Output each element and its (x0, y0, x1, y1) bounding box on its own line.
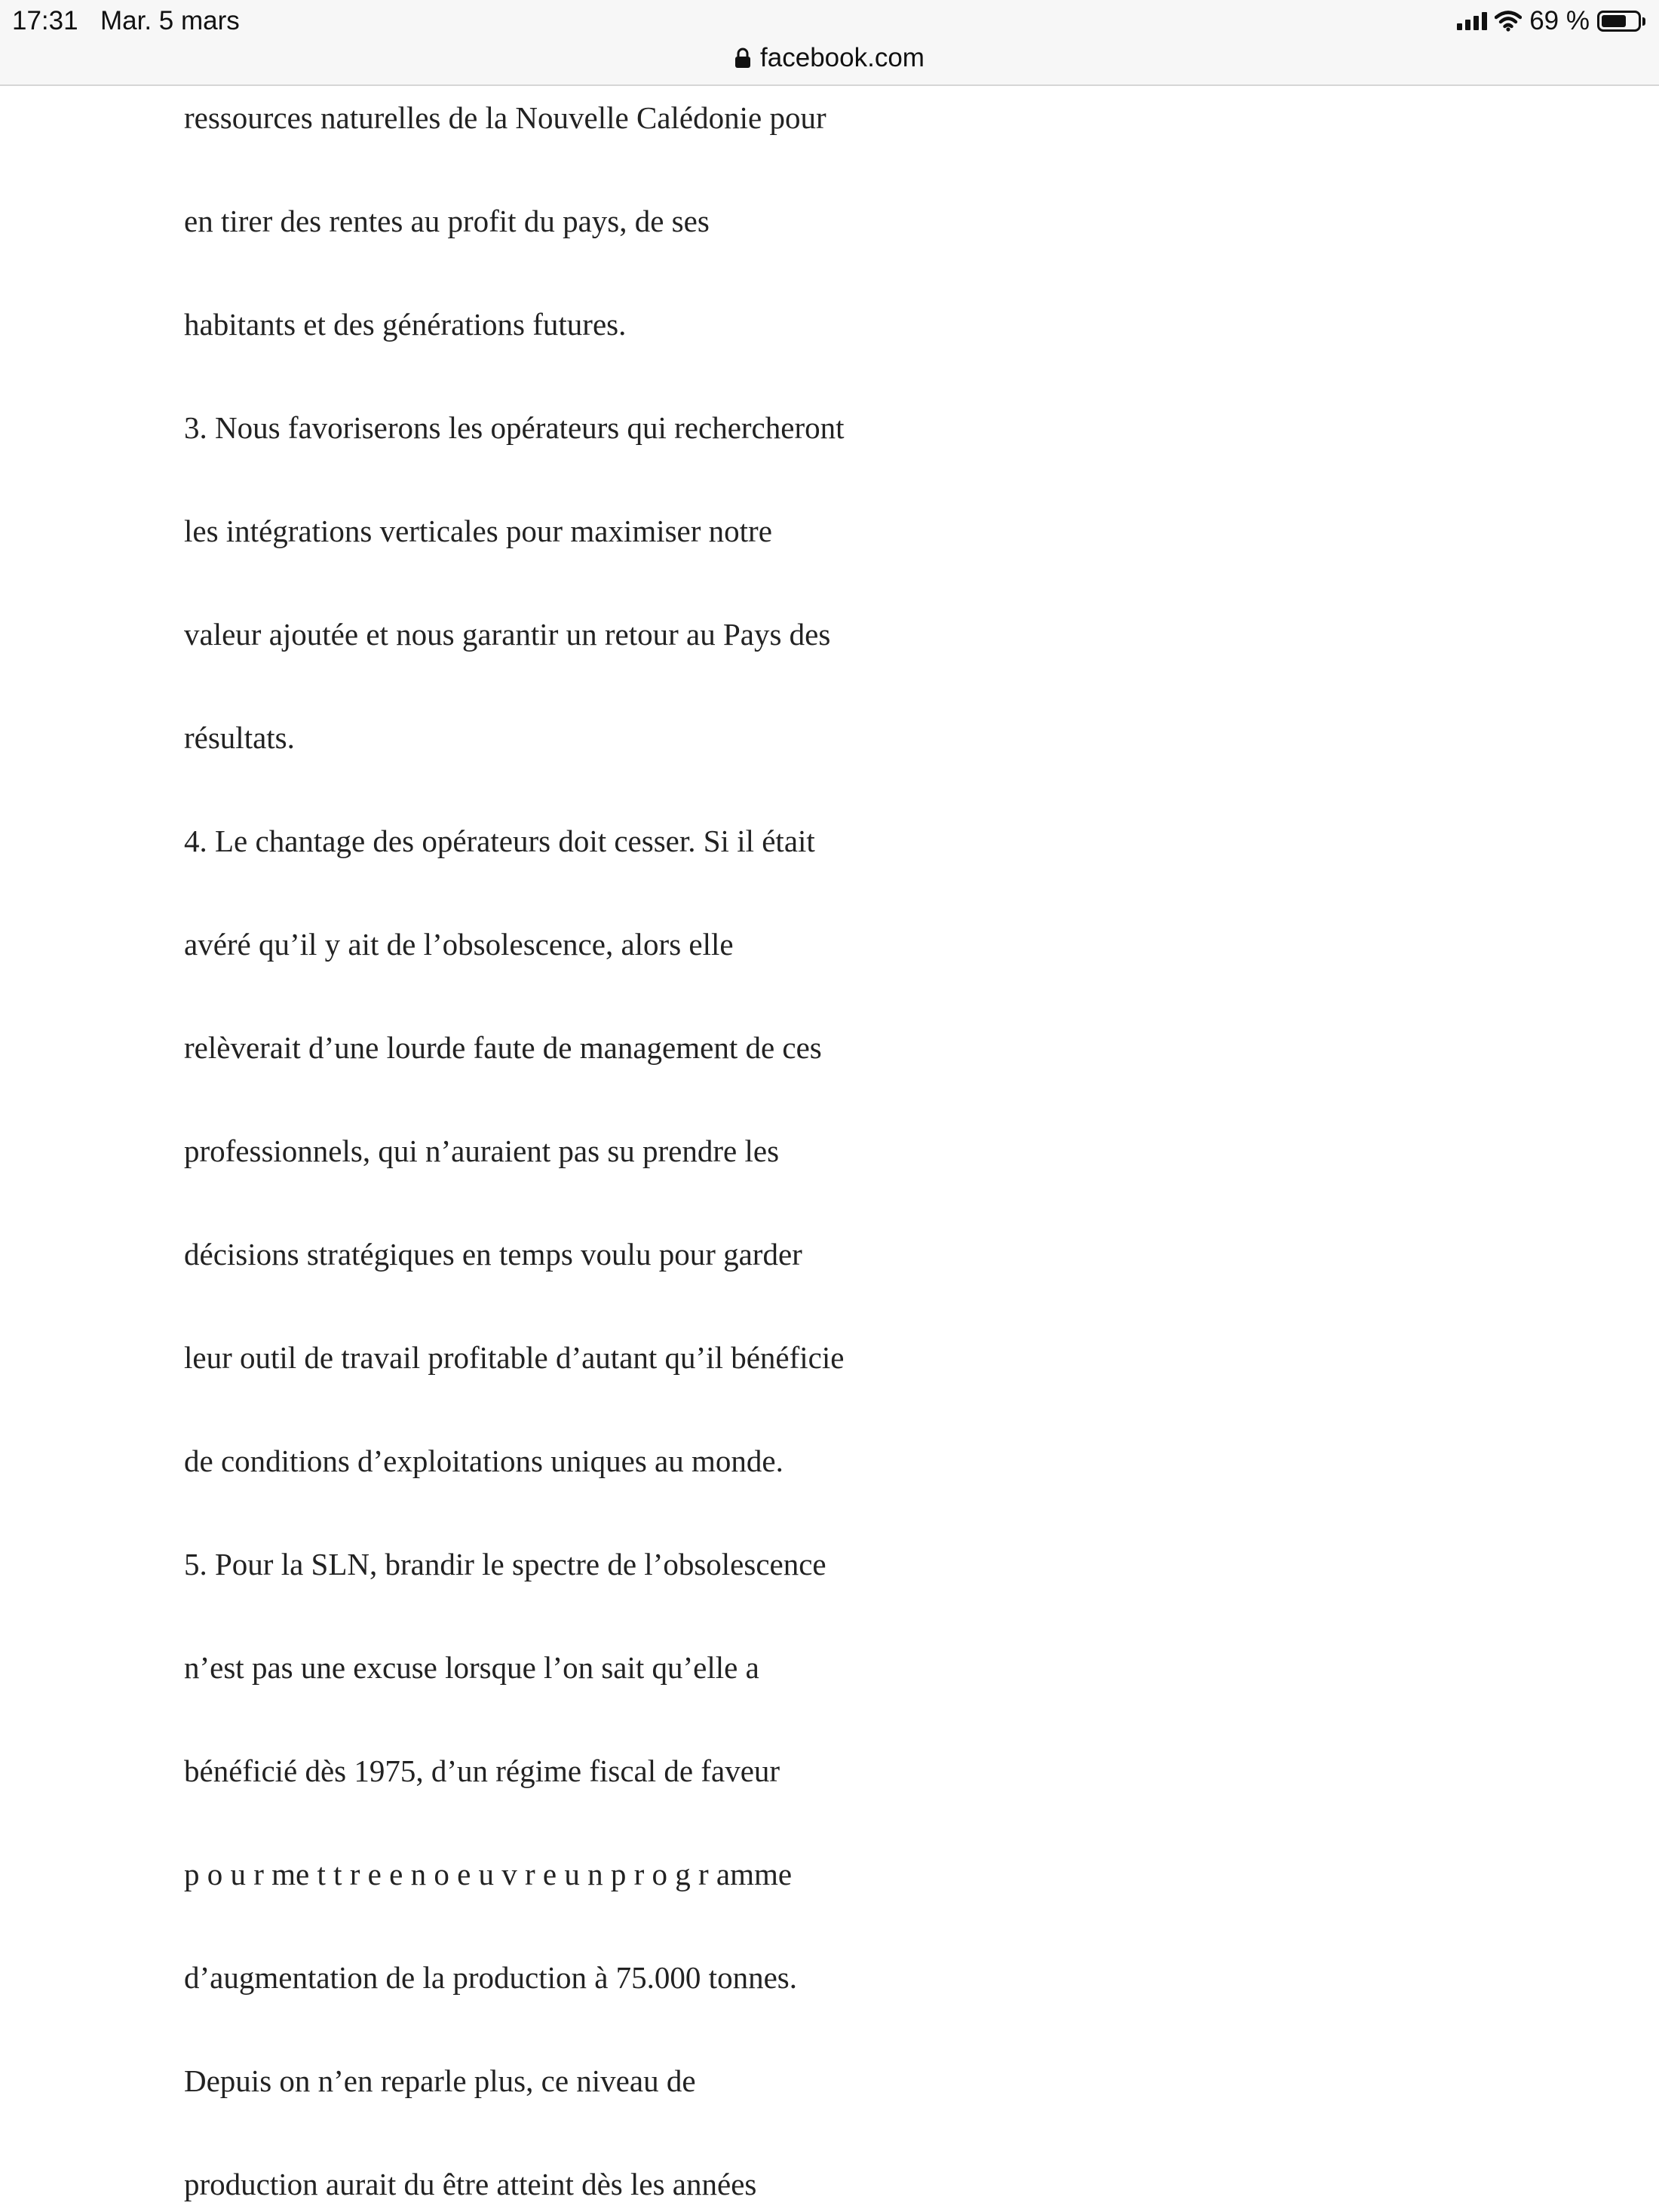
status-indicators (1457, 5, 1645, 38)
article-line: leur outil de travail profitable d’autant qu’il bénéficie (184, 1340, 845, 1375)
article-line: production aurait du être atteint dès les années (184, 2167, 757, 2201)
article-line: professionnels, qui n’auraient pas su prendre les (184, 1134, 780, 1168)
lock-icon (734, 48, 751, 69)
wifi-icon (1495, 11, 1522, 32)
article-line: bénéficié dès 1975, d’un régime fiscal de faveur (184, 1753, 780, 1788)
article-line: 3. Nous favoriserons les opérateurs qui rechercheront (184, 410, 845, 445)
article-line: p o u r me t t r e e n o e u v r e u n p r o g r amme (184, 1857, 793, 1891)
article-line: ressources naturelles de la Nouvelle Calédonie pour (184, 100, 826, 135)
article-line: décisions stratégiques en temps voulu pour garder (184, 1237, 802, 1272)
article-line: d’augmentation de la production à 75.000 tonnes. (184, 1960, 797, 1995)
battery-icon (1597, 11, 1645, 32)
article-line: relèverait d’une lourde faute de management de ces (184, 1030, 822, 1065)
address-bar[interactable] (0, 41, 1659, 75)
article-line: Depuis on n’en reparle plus, ce niveau de (184, 2063, 696, 2098)
article-line: 5. Pour la SLN, brandir le spectre de l’obsolescence (184, 1547, 826, 1582)
url-text[interactable]: facebook.com (760, 43, 925, 72)
signal-icon (1457, 12, 1487, 30)
article-line: les intégrations verticales pour maximiser notre (184, 514, 772, 548)
article-line: valeur ajoutée et nous garantir un retour au Pays des (184, 617, 831, 652)
status-date: Mar. 5 mars (100, 6, 240, 35)
article-line: n’est pas une excuse lorsque l’on sait qu’elle a (184, 1650, 759, 1685)
article-line: avéré qu’il y ait de l’obsolescence, alors elle (184, 927, 734, 962)
status-bar (0, 0, 1659, 86)
article-line: résultats. (184, 720, 295, 755)
article-line: en tirer des rentes au profit du pays, de ses (184, 204, 710, 238)
battery-fill (1602, 15, 1626, 27)
article-line: de conditions d’exploitations uniques au monde. (184, 1443, 784, 1478)
article-line: habitants et des générations futures. (184, 307, 627, 342)
article-line: 4. Le chantage des opérateurs doit cesser. Si il était (184, 824, 815, 858)
battery-percent: 69 % (1529, 6, 1590, 35)
status-time: 17:31 (12, 6, 78, 35)
article-body (184, 94, 1164, 2212)
